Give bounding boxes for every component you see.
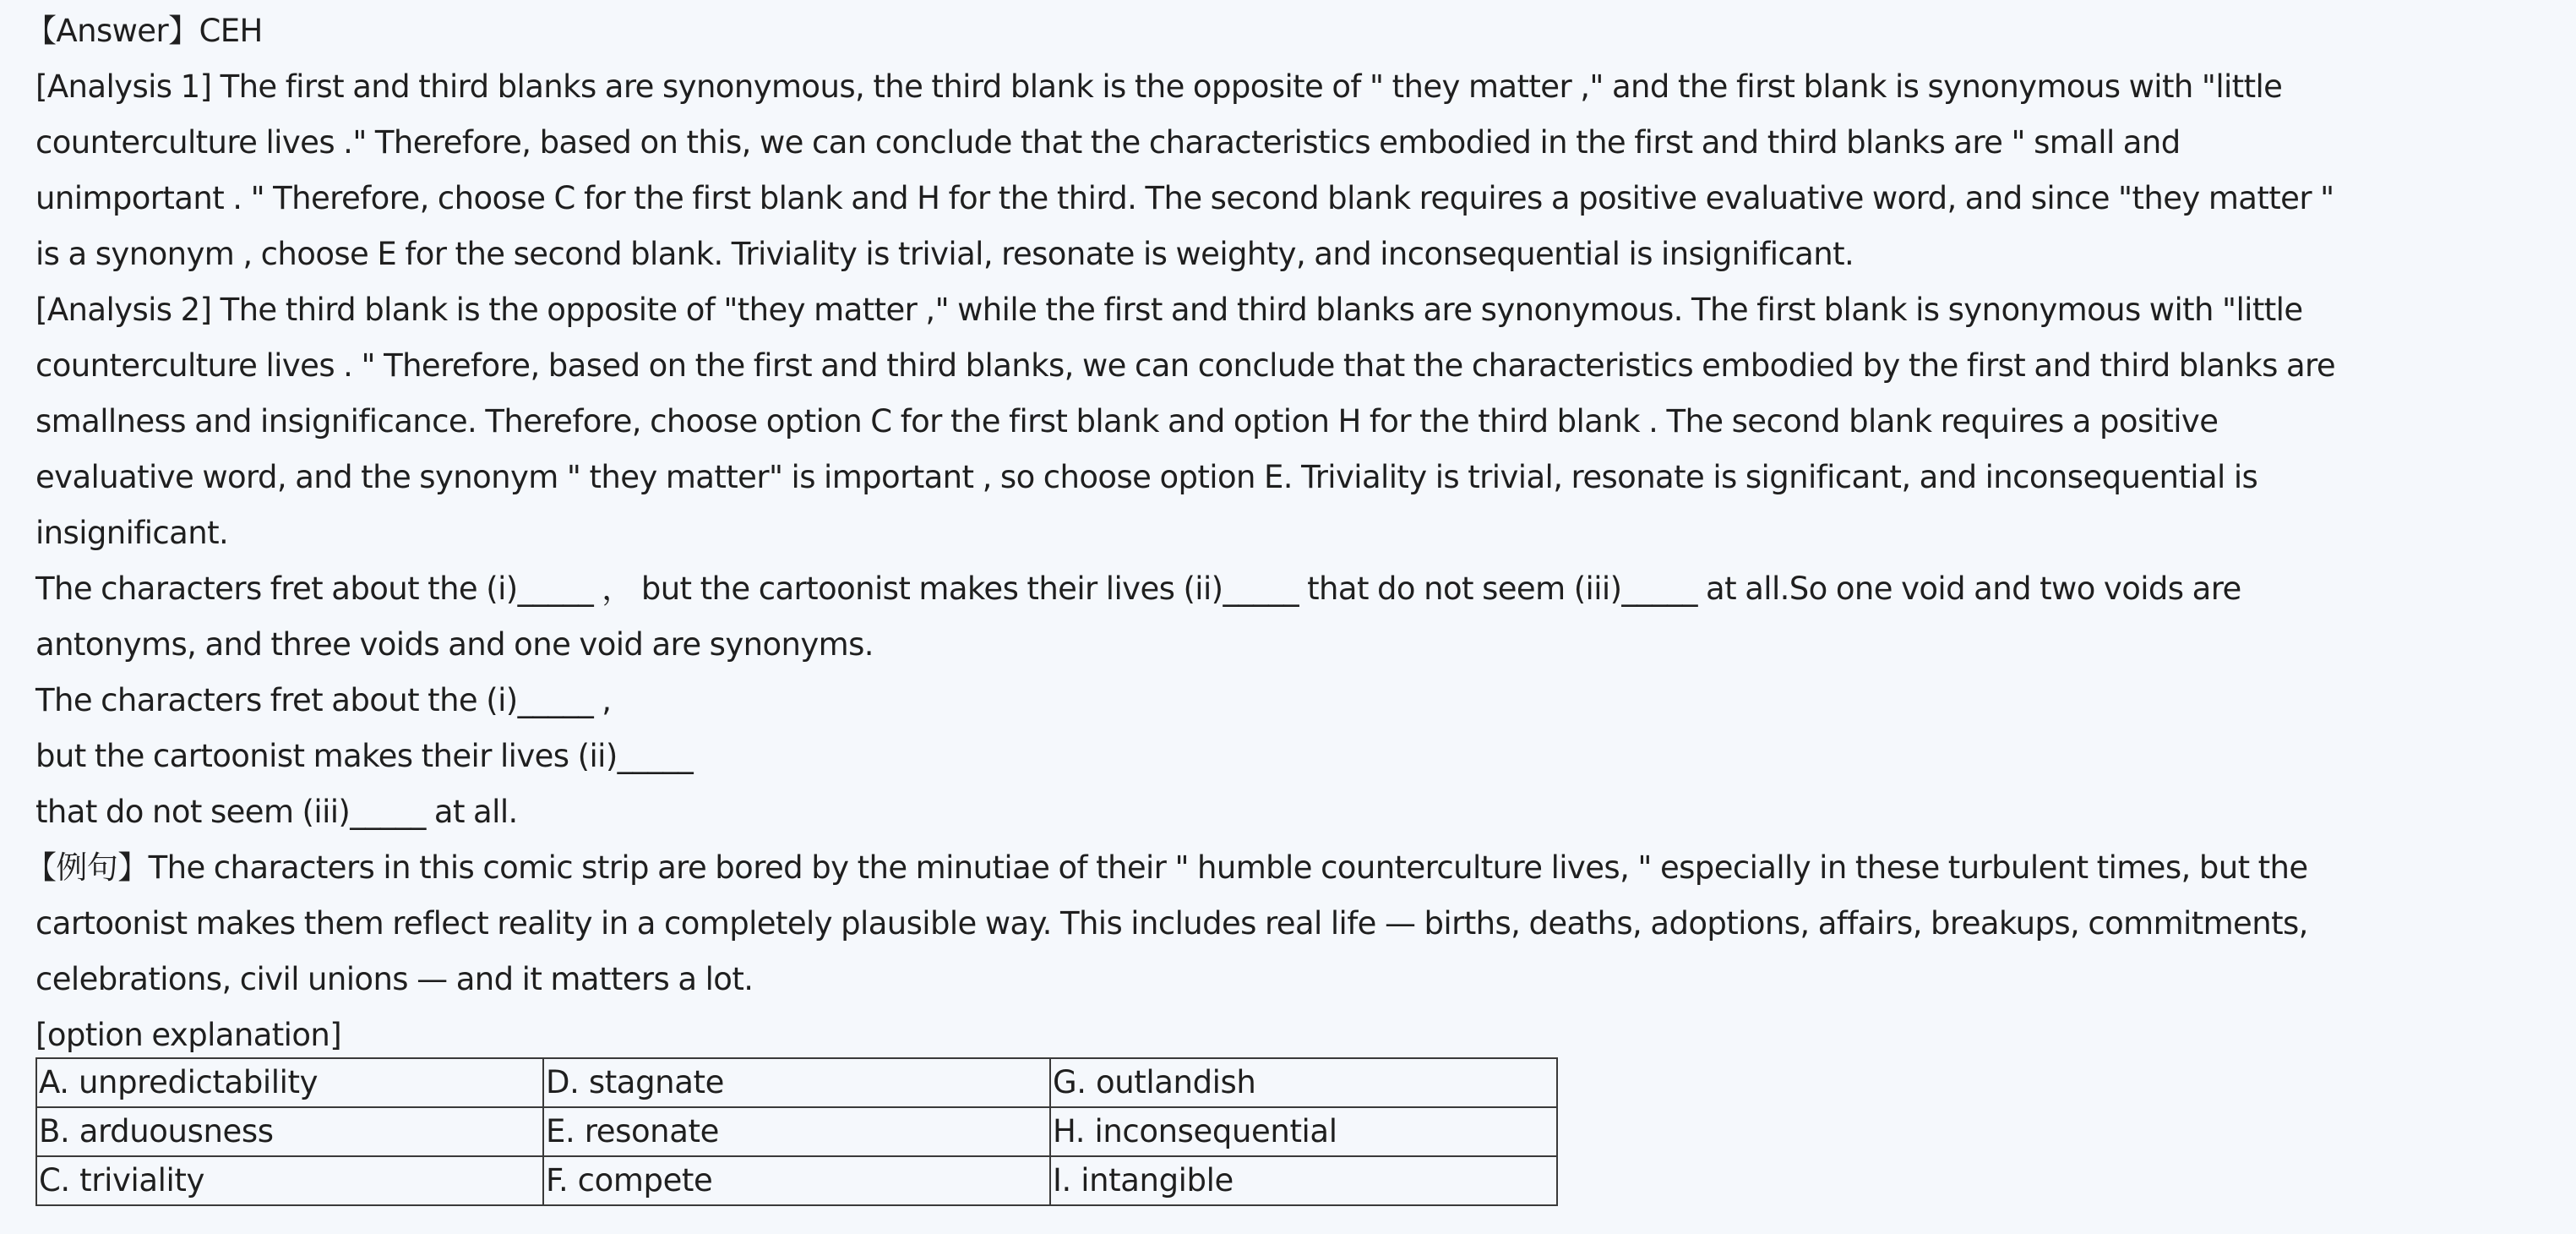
structure-line: The characters fret about the (i)_____ ， but the cartoonist makes their lives (ii)_____ that do not seem (iii)_____ at all.So one void and two voids are: [35, 571, 2241, 607]
example-line: celebrations, civil unions — and it matters a lot.: [35, 961, 754, 997]
table-row: [36, 1058, 1557, 1107]
options-table: [35, 1057, 1558, 1206]
analysis2-line: counterculture lives . " Therefore, based on the first and third blanks, we can conclude that the characteristics embodied by the first and third blanks are: [35, 347, 2335, 384]
option-cell: B. arduousness: [36, 1107, 543, 1156]
analysis2-line: smallness and insignificance. Therefore, choose option C for the first blank and option H for the third blank . The second blank requires a positive: [35, 403, 2219, 440]
option-cell: H. inconsequential: [1050, 1107, 1557, 1156]
option-heading: [option explanation]: [35, 1017, 342, 1053]
analysis1-line: [Analysis 1] The first and third blanks are synonymous, the third blank is the opposite of " they matter ," and the first blank is synonymous with "little: [35, 68, 2283, 105]
option-cell: I. intangible: [1050, 1156, 1557, 1205]
option-cell: C. triviality: [36, 1156, 543, 1205]
analysis2-line: [Analysis 2] The third blank is the opposite of "they matter ," while the first and third blanks are synonymous. The first blank is synonymous with "little: [35, 292, 2303, 328]
analysis2-line: evaluative word, and the synonym " they matter" is important , so choose option E. Triviality is trivial, resonate is significant, and inconsequential is: [35, 459, 2258, 495]
analysis1-line: is a synonym , choose E for the second blank. Triviality is trivial, resonate is weighty, and inconsequential is insignificant.: [35, 236, 1854, 272]
option-cell: G. outlandish: [1050, 1058, 1557, 1107]
analysis1-line: unimportant . " Therefore, choose C for the first blank and H for the third. The second blank requires a positive evaluative word, and since "they matter ": [35, 180, 2334, 216]
option-cell: E. resonate: [543, 1107, 1050, 1156]
explanation-body: [25, 3, 2562, 1063]
breakdown-line: The characters fret about the (i)_____ ,: [35, 682, 612, 718]
option-cell: A. unpredictability: [36, 1058, 543, 1107]
analysis1-line: counterculture lives ." Therefore, based on this, we can conclude that the characteristics embodied in the first and third blanks are " small and: [35, 124, 2181, 161]
answer-line: 【Answer】CEH: [25, 13, 263, 49]
analysis2-line: insignificant.: [35, 515, 229, 551]
structure-line: antonyms, and three voids and one void are synonyms.: [35, 626, 874, 663]
breakdown-line: but the cartoonist makes their lives (ii)_____: [35, 738, 694, 774]
example-line: 【例句】The characters in this comic strip are bored by the minutiae of their " humble counterculture lives, " especially in these turbulent times, but the: [25, 849, 2308, 886]
option-cell: F. compete: [543, 1156, 1050, 1205]
table-row: [36, 1156, 1557, 1205]
option-cell: D. stagnate: [543, 1058, 1050, 1107]
example-line: cartoonist makes them reflect reality in a completely plausible way. This includes real life — births, deaths, adoptions, affairs, breakups, commitments,: [35, 905, 2308, 942]
table-row: [36, 1107, 1557, 1156]
breakdown-line: that do not seem (iii)_____ at all.: [35, 794, 518, 830]
